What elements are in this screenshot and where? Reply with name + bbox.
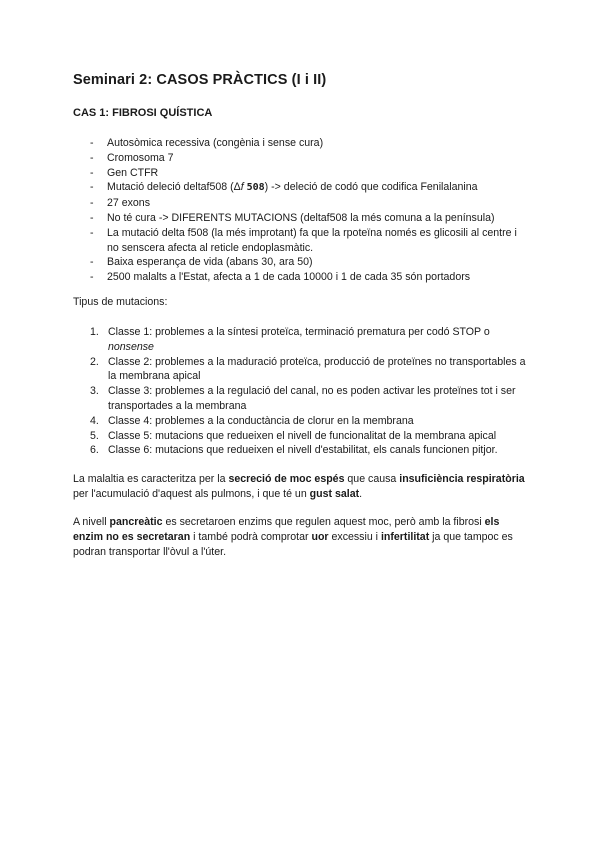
- list-item: 3. Classe 3: problemes a la regulació del canal, no es poden activar les proteïnes tot i ser transportades a la membrana: [90, 385, 516, 412]
- list-item: 1. Classe 1: problemes a la síntesi proteïca, terminació prematura per codó STOP o nonsense: [90, 326, 490, 353]
- facts-list: [90, 136, 530, 285]
- list-item: - Mutació deleció deltaf508 (Δf 508) -> deleció de codó que codifica Fenilalanina: [90, 180, 530, 196]
- page-title: Seminari 2: CASOS PRÀCTICS (I i II): [73, 72, 327, 88]
- list-item: - 2500 malalts a l'Estat, afecta a 1 de cada 10000 i 1 de cada 35 són portadors: [90, 270, 530, 285]
- paragraph-symptoms: La malaltia es caracteritza per la secreció de moc espés que causa insuficiència respiratòria per l'acumulació d'aquest als pulmons, i que té un gust salat.: [73, 473, 525, 500]
- list-item: - Cromosoma 7: [90, 151, 530, 166]
- list-item: - Gen CTFR: [90, 166, 530, 181]
- list-item: 5. Classe 5: mutacions que redueixen el nivell de funcionalitat de la membrana apical: [90, 429, 497, 442]
- list-item: - Baixa esperança de vida (abans 30, ara 50): [90, 255, 530, 270]
- list-item: 4. Classe 4: problemes a la conductància de clorur en la membrana: [90, 414, 414, 427]
- list-item: - La mutació delta f508 (la més improtant) fa que la rpoteïna només es glicosili al centre i no senscera afecta al reticle endoplasmàtic.: [90, 226, 530, 256]
- list-item: - 27 exons: [90, 196, 530, 211]
- formula-f: f: [240, 181, 244, 194]
- mutations-label: Tipus de mutacions:: [73, 296, 168, 308]
- list-item: 2. Classe 2: problemes a la maduració proteïca, producció de proteïnes no transportables a la membrana apical: [90, 355, 526, 383]
- paragraph-pancreas: A nivell pancreàtic es secretaroen enzims que regulen aquest moc, però amb la fibrosi els enzim no es secretaran i també podrà comprotar uor excessiu i infertilitat ja que tampoc es podran transportar ll'òvul a l'úter.: [73, 516, 513, 558]
- formula-code: 508: [246, 182, 265, 194]
- list-item: 6. Classe 6: mutacions que redueixen el nivell d'estabilitat, els canals funcionen pitjor.: [90, 444, 498, 457]
- case-title: CAS 1: FIBROSI QUÍSTICA: [73, 107, 213, 119]
- list-item: - No té cura -> DIFERENTS MUTACIONS (deltaf508 la més comuna a la península): [90, 211, 530, 226]
- mutation-classes-list: [90, 325, 530, 458]
- delta-symbol: Δ: [233, 181, 241, 194]
- list-item: - Autosòmica recessiva (congènia i sense cura): [90, 136, 530, 151]
